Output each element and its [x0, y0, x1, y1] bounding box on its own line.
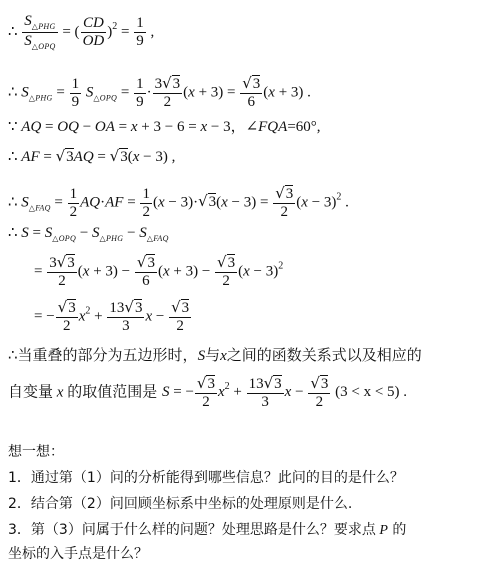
question-1: 1．通过第（1）问的分析能得到哪些信息？此问的目的是什么？ — [8, 470, 404, 486]
equation-line-3: ∵ AQ = OQ − OA = x + 3 − 6 = x − 3，∠FQA=60°, — [8, 119, 321, 135]
equation-line-6: ∴ $S = S_{\triangle OPQ} - S_{\triangle PHG} - S_{\triangle FAQ}$ — [8, 225, 169, 243]
fraction: $\frac{S_{\triangle PHG}}{S_{\triangle OPQ}}$ — [24, 13, 56, 51]
equation-line-7: = $\frac{3√3}{2}$ (x + 3) − $\frac{√3}{6}$ (x + 3) − $\frac{√3}{2}$ $(x - 3)^2$ — [34, 253, 284, 289]
question-3-continued: 坐标的入手点是什么？ — [8, 546, 148, 562]
therefore-symbol: ∴ — [8, 23, 22, 40]
question-3: 3．第（3）问属于什么样的问题？处理思路是什么？要求点 P 的 — [8, 522, 407, 538]
think-title: 想一想： — [8, 444, 64, 460]
equation-line-4: ∴ AF = √3AQ = √3(x − 3) , — [8, 147, 176, 165]
equation-line-1: ∴ $\frac{S_{\triangle PHG}}{S_{\triangle OPQ}}$ = ( $\frac{CD}{OD}$ )$^2$ = $\frac{1}{9}$ , — [8, 13, 155, 51]
range: (3 < x < 5) — [335, 384, 400, 401]
equation-line-5: ∴ $S_{\triangle FAQ}$ = $\frac{1}{2}$ AQ·AF = $\frac{1}{2}$ (x − 3)·√3(x − 3) = $\frac{√3}{2}$ $(x - 3)^2$ . — [8, 184, 349, 220]
equation-line-8: = − $\frac{√3}{2}$ $x^2$ + $\frac{13√3}{3}$ x − $\frac{√3}{2}$ — [34, 298, 190, 334]
conclusion-line-2: 自变量 x 的取值范围是 S = − $\frac{√3}{2}$ $x^2$ + $\frac{13√3}{3}$ x − $\frac{√3}{2}$ (3 < x < 5) . — [8, 374, 408, 410]
question-2: 2．结合第（2）问回顾坐标系中坐标的处理原则是什么. — [8, 496, 353, 512]
equation-line-2: ∴ $S_{\triangle PHG}$ = $\frac{1}{9}$ $S_{\triangle OPQ}$ = $\frac{1}{9}$ · $\frac{3√3}{2}$ (x + 3) = $\frac{√3}{6}$ (x + 3) . — [8, 74, 311, 110]
conclusion-line-1: ∴当重叠的部分为五边形时，S与x之间的函数关系式以及相应的 — [8, 346, 422, 364]
